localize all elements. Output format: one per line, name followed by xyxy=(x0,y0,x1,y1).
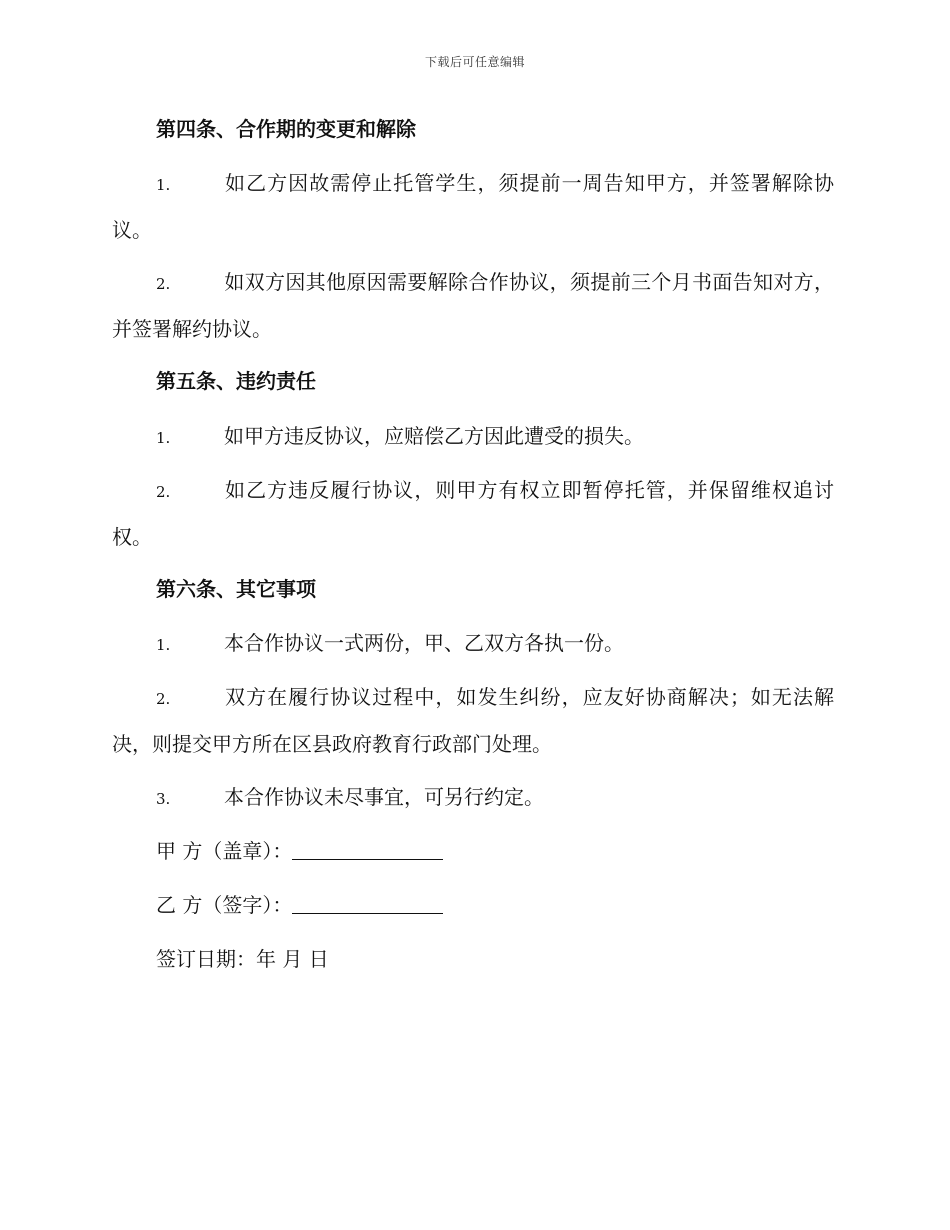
section-5-item-2 xyxy=(112,468,834,560)
item-text: 如双方因其他原因需要解除合作协议，须提前三个月书面告知对方，并签署解约协议。 xyxy=(112,270,834,341)
item-text: 如乙方因故需停止托管学生，须提前一周告知甲方，并签署解除协议。 xyxy=(112,171,834,242)
party-a-label: 甲 方（盖章）： xyxy=(156,839,293,863)
section-4 xyxy=(112,107,834,152)
section-6-item-1 xyxy=(112,621,834,668)
item-text: 本合作协议未尽事宜，可另行约定。 xyxy=(224,785,544,809)
item-number: 1. xyxy=(156,429,171,447)
party-b-label: 乙 方（签字）： xyxy=(156,893,293,917)
item-number: 1. xyxy=(156,176,171,194)
item-text: 本合作协议一式两份，甲、乙双方各执一份。 xyxy=(224,631,624,655)
section-heading: 第四条、合作期的变更和解除 xyxy=(156,117,416,141)
item-number: 2. xyxy=(156,690,171,708)
section-6-item-3 xyxy=(112,775,834,822)
signing-date xyxy=(112,937,834,982)
section-heading: 第五条、违约责任 xyxy=(156,369,316,393)
item-number: 2. xyxy=(156,275,171,293)
signing-date-text: 签订日期：年 月 日 xyxy=(156,947,329,971)
section-6-item-2 xyxy=(112,675,834,767)
item-number: 3. xyxy=(156,790,171,808)
item-number: 1. xyxy=(156,636,171,654)
item-text: 如乙方违反履行协议，则甲方有权立即暂停托管，并保留维权追讨权。 xyxy=(112,478,834,549)
party-b-signature-line xyxy=(292,893,443,914)
item-text: 双方在履行协议过程中，如发生纠纷，应友好协商解决；如无法解决，则提交甲方所在区县政府教育行政部门处理。 xyxy=(112,685,834,756)
section-5 xyxy=(112,359,834,404)
signature-party-a xyxy=(112,829,834,874)
section-5-item-1 xyxy=(112,414,834,461)
signature-party-b xyxy=(112,883,834,928)
section-4-item-1 xyxy=(112,161,834,253)
section-4-item-2 xyxy=(112,260,834,352)
section-6 xyxy=(112,567,834,612)
item-number: 2. xyxy=(156,483,171,501)
party-a-signature-line xyxy=(292,839,443,860)
item-text: 如甲方违反协议，应赔偿乙方因此遭受的损失。 xyxy=(224,424,644,448)
section-heading: 第六条、其它事项 xyxy=(156,577,316,601)
page-header: 下载后可任意编辑 xyxy=(424,55,525,69)
